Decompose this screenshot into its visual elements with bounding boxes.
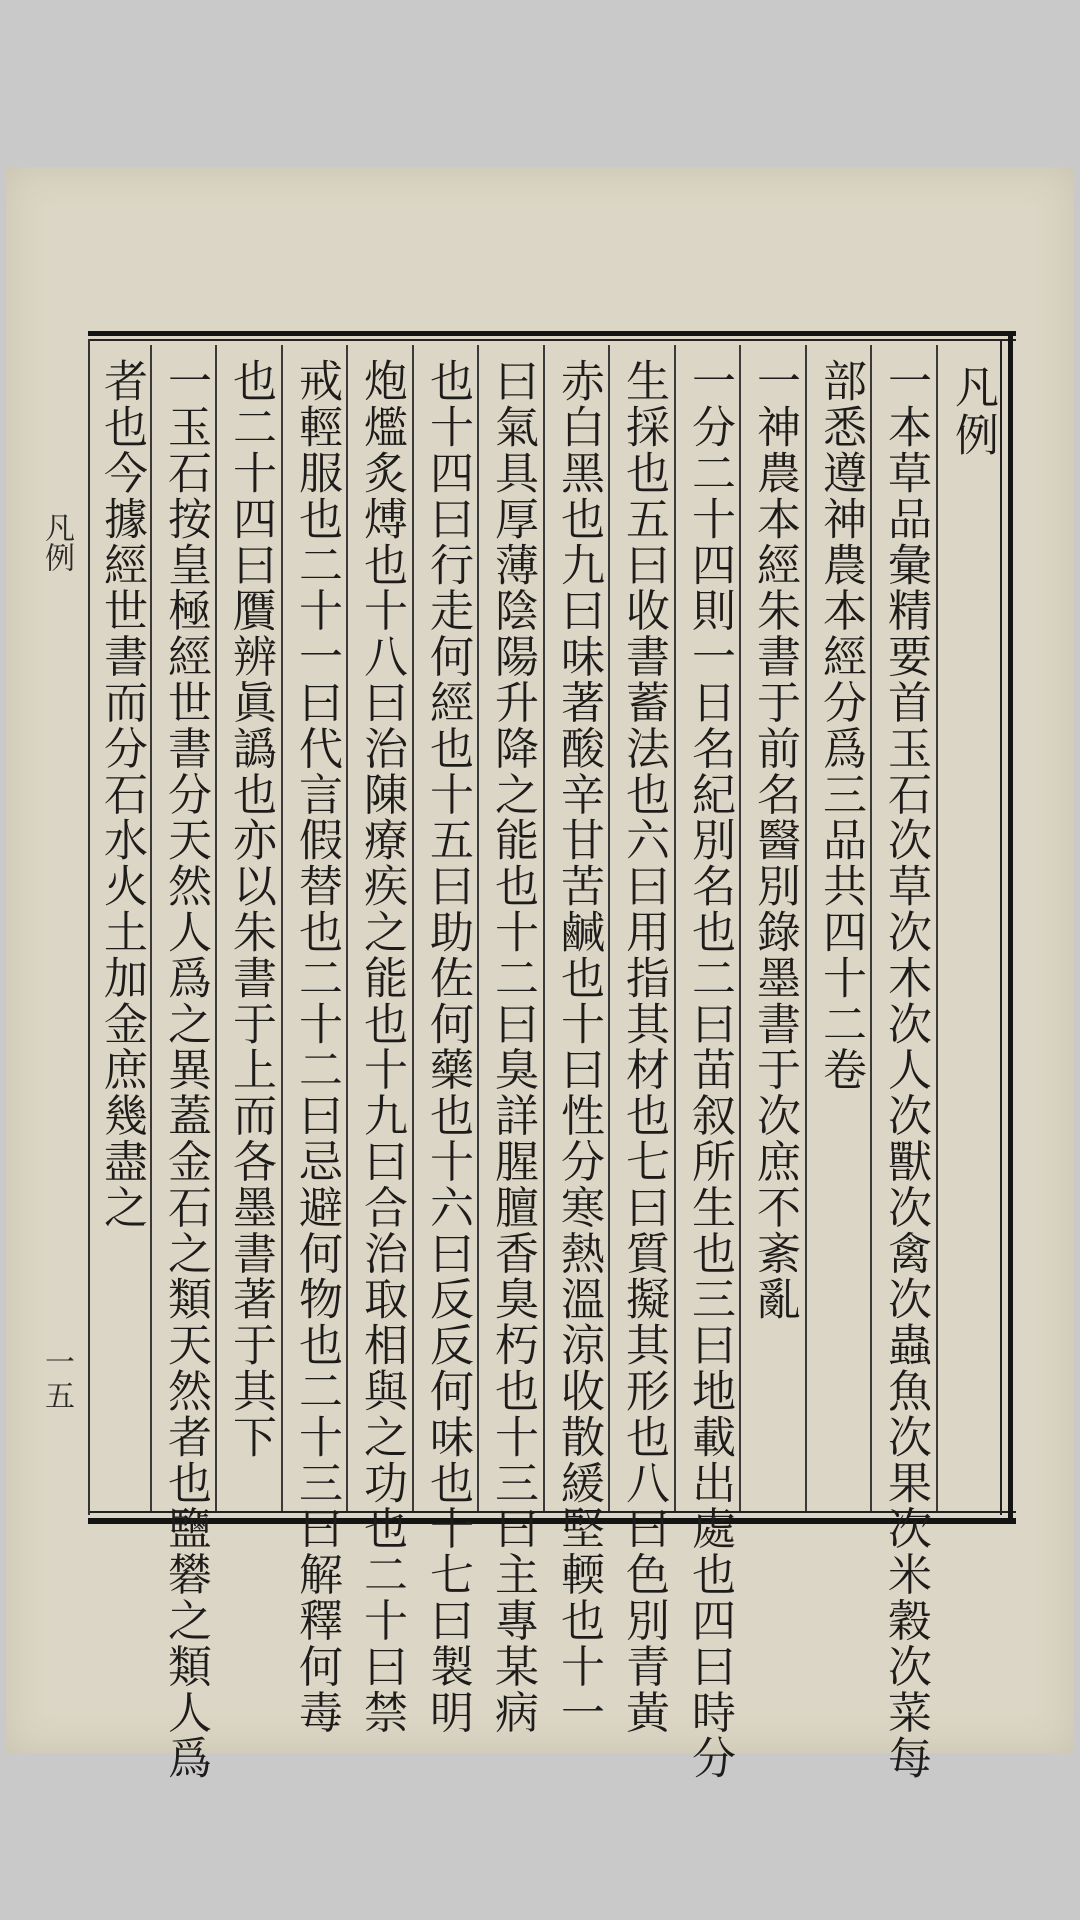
text-column: 部悉遵神農本經分爲三品共四十二卷 — [815, 358, 866, 1093]
text-column: 曰氣具厚薄陰陽升降之能也十二曰臭詳腥膻香臭朽也十三曰主專某病 — [487, 358, 538, 1735]
text-column: 炮爁炙煿也十八曰治陳療疾之能也十九曰合治取相與之功也二十曰禁 — [356, 358, 407, 1735]
column-rule — [805, 345, 807, 1511]
text-column: 一神農本經朱書于前名醫別錄墨書于次庶不紊亂 — [749, 358, 800, 1322]
frame-border-top — [88, 331, 1016, 336]
column-rule — [739, 345, 741, 1511]
column-rule — [281, 345, 283, 1511]
column-rule — [608, 345, 610, 1511]
text-column: 也十四曰行走何經也十五曰助佐何藥也十六曰反反何味也十七曰製明 — [422, 358, 473, 1735]
text-column: 一分二十四則一日名紀別名也二曰苗叙所生也三曰地載出處也四曰時分 — [684, 358, 735, 1781]
text-column: 一本草品彙精要首玉石次草次木次人次獸次禽次蟲魚次果次米穀次菜每 — [880, 358, 931, 1781]
margin-section-label: 凡例 — [39, 512, 74, 572]
frame-border-right-inner — [1000, 339, 1002, 1515]
column-rule — [936, 345, 938, 1511]
page-title: 凡例 — [947, 364, 998, 460]
text-column: 者也今據經世書而分石水火土加金庶幾盡之 — [96, 358, 147, 1231]
frame-border-right — [1008, 331, 1013, 1524]
text-column: 戒輕服也二十一曰代言假替也二十二曰忌避何物也二十三曰解釋何毒 — [291, 358, 342, 1735]
text-column: 生採也五曰收書蓄法也六曰用指其材也七曰質擬其形也八曰色別青黃 — [618, 358, 669, 1735]
column-rule — [346, 345, 348, 1511]
frame-border-left — [88, 339, 90, 1515]
column-rule — [674, 345, 676, 1511]
column-rule — [150, 345, 152, 1511]
column-rule — [412, 345, 414, 1511]
page-number: 一五 — [39, 1346, 74, 1414]
column-rule — [477, 345, 479, 1511]
column-rule — [543, 345, 545, 1511]
text-column: 赤白黑也九曰味著酸辛甘苦鹹也十曰性分寒熱溫涼收散緩堅輭也十一 — [553, 358, 604, 1735]
frame-border-top-inner — [88, 339, 1016, 341]
column-rule — [215, 345, 217, 1511]
column-rule — [870, 345, 872, 1511]
text-column: 一玉石按皇極經世書分天然人爲之異蓋金石之類天然者也鹽礬之類人爲 — [160, 358, 211, 1781]
text-column: 也二十四曰贋辨眞譌也亦以朱書于上而各墨書著于其下 — [225, 358, 276, 1460]
